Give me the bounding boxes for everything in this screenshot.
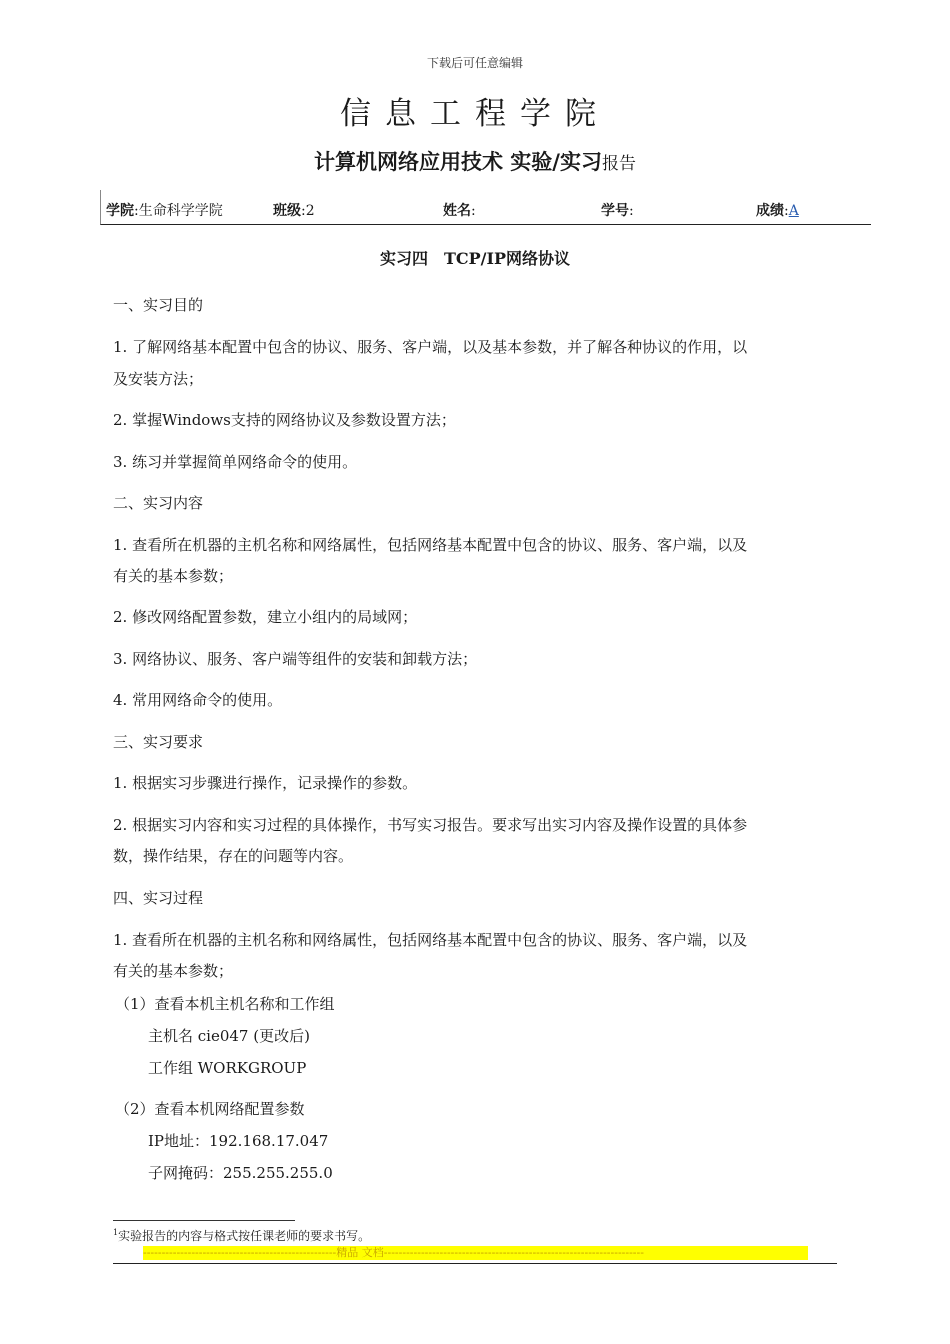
college-value: :生命科学学院 [134, 203, 223, 219]
school-title: 信息工程学院 [340, 96, 610, 132]
class-label: 班级 [273, 203, 301, 219]
name-value: : [471, 203, 476, 219]
content-item-3: 3. 网络协议、服务、客户端等组件的安装和卸载方法； [113, 650, 478, 668]
footer-rule [113, 1263, 837, 1264]
footer-banner [143, 1246, 808, 1260]
class-field [273, 200, 315, 220]
footnote-separator [113, 1220, 295, 1221]
experiment-title: 实习四 TCP/IP网络协议 [379, 249, 571, 268]
workgroup-line: 工作组 WORKGROUP [148, 1059, 307, 1077]
section-heading-content: 二、实习内容 [113, 494, 204, 512]
student-id-field [601, 200, 634, 220]
requirement-item-2-line-2: 数，操作结果，存在的问题等内容。 [113, 847, 354, 865]
college-field [106, 200, 223, 220]
section-heading-requirements: 三、实习要求 [113, 733, 204, 751]
college-label: 学院 [106, 203, 134, 219]
requirement-item-2-line-1: 2. 根据实习内容和实习过程的具体操作，书写实习报告。要求写出实习内容及操作设置的具体参 [113, 816, 748, 834]
footnote-mark: 1 [113, 1228, 119, 1237]
content-item-1-line-1: 1. 查看所在机器的主机名称和网络属性，包括网络基本配置中包含的协议、服务、客户端，以及 [113, 536, 748, 554]
content-item-1-line-2: 有关的基本参数； [113, 567, 234, 585]
ip-address-line: IP地址：192.168.17.047 [148, 1132, 329, 1150]
name-field [443, 200, 476, 220]
purpose-item-2: 2. 掌握Windows支持的网络协议及参数设置方法； [113, 411, 456, 429]
grade-label: 成绩 [756, 203, 784, 219]
subtitle-suffix: 报告 [601, 154, 636, 174]
name-label: 姓名 [443, 203, 471, 219]
purpose-item-3: 3. 练习并掌握简单网络命令的使用。 [113, 453, 358, 471]
subnet-mask-line: 子网掩码：255.255.255.0 [148, 1164, 333, 1182]
purpose-item-1-line-1: 1. 了解网络基本配置中包含的协议、服务、客户端，以及基本参数，并了解各种协议的作用，以 [113, 338, 748, 356]
section-heading-purpose: 一、实习目的 [113, 296, 204, 314]
section-heading-process: 四、实习过程 [113, 889, 204, 907]
requirement-item-1: 1. 根据实习步骤进行操作，记录操作的参数。 [113, 774, 418, 792]
content-item-2: 2. 修改网络配置参数，建立小组内的局域网； [113, 608, 418, 626]
download-note: 下载后可任意编辑 [426, 56, 523, 70]
grade-colon: : [784, 203, 789, 219]
footnote-text: 实验报告的内容与格式按任课老师的要求书写。 [118, 1229, 371, 1243]
subtitle-main: 计算机网络应用技术 实验/实习 [314, 150, 602, 174]
process-item-1-line-2: 有关的基本参数； [113, 962, 234, 980]
report-subtitle [0, 146, 950, 176]
grade-value: A [788, 203, 799, 219]
footer-dashes-left: ---------------------------------------------------- [143, 1246, 337, 1259]
footnote [113, 1227, 370, 1244]
student-info-bar [100, 190, 871, 225]
grade-field [756, 200, 799, 220]
student-id-value: : [629, 203, 634, 219]
process-item-1-line-1: 1. 查看所在机器的主机名称和网络属性，包括网络基本配置中包含的协议、服务、客户端，以及 [113, 931, 748, 949]
student-id-label: 学号 [601, 203, 629, 219]
class-value: :2 [301, 203, 315, 219]
footer-dashes-right: ---------------------------------------------------------------------- [383, 1246, 644, 1259]
content-item-4: 4. 常用网络命令的使用。 [113, 691, 283, 709]
hostname-line: 主机名 cie047 (更改后) [148, 1027, 310, 1045]
purpose-item-1-line-2: 及安装方法； [113, 370, 204, 388]
footer-label: 精品 文档 [336, 1246, 384, 1259]
process-sub-1-heading: （1）查看本机主机名称和工作组 [115, 995, 335, 1013]
process-sub-2-heading: （2）查看本机网络配置参数 [115, 1100, 305, 1118]
